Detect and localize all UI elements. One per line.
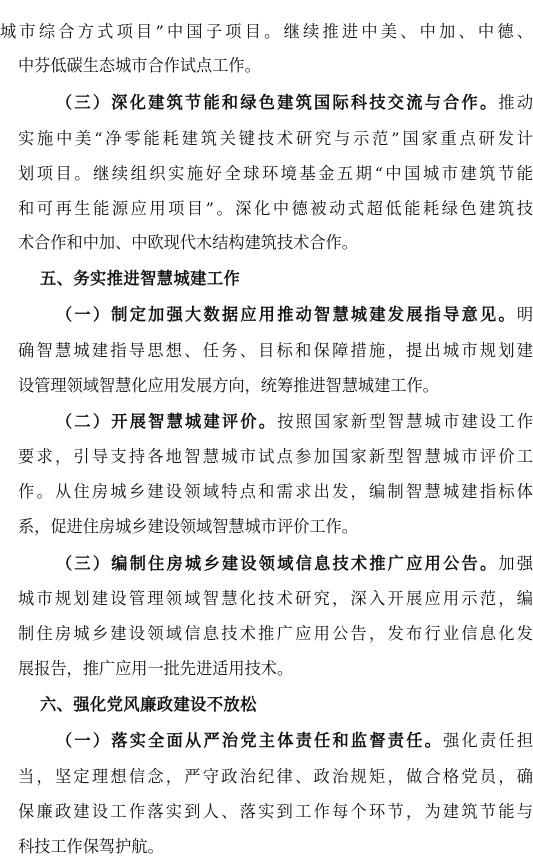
paragraph-line: [18, 652, 533, 686]
paragraph-line: [18, 830, 533, 864]
subsection-heading-line: [56, 298, 533, 332]
section-heading-text: 五、务实推进智慧城建工作: [40, 269, 241, 288]
subsection-heading-line: [56, 86, 533, 120]
paragraph-line: [18, 226, 533, 260]
subsection-heading-line: [56, 405, 533, 439]
paragraph-line: [18, 369, 533, 403]
paragraph-line: [18, 510, 533, 544]
section-heading-text: 六、强化党风廉政建设不放松: [40, 695, 257, 714]
text-line: 确智慧城建指导思想、任务、目标和保障措施，提出城市规划建: [18, 341, 533, 360]
text-run: 明: [516, 305, 533, 324]
subsection-heading: （三）编制住房城乡建设领域信息技术推广应用公告。: [56, 554, 499, 573]
subsection-heading-line: [56, 724, 533, 758]
paragraph-line: [18, 49, 533, 83]
text-line: 科技工作保驾护航。: [18, 837, 164, 856]
paragraph-line: [18, 795, 533, 829]
paragraph-line: [18, 475, 533, 509]
subsection-heading: （三）深化建筑节能和绿色建筑国际科技交流与合作。: [56, 93, 499, 112]
text-line: 要求，引导支持各地智慧城市试点参加国家新型智慧城市评价工: [18, 447, 533, 466]
paragraph-line: [18, 617, 533, 651]
subsection-heading-line: [56, 547, 533, 581]
text-run: 加强: [498, 554, 533, 573]
text-line: 当，坚定理想信念，严守政治纪律、政治规矩，做合格党员，确: [18, 767, 533, 786]
text-line: 设管理领域智慧化应用发展方向，统筹推进智慧城建工作。: [18, 376, 439, 395]
text-line: 划项目。继续组织实施好全球环境基金五期“中国城市建筑节能: [18, 164, 533, 183]
paragraph-line: [18, 157, 533, 191]
section-heading: [40, 262, 533, 296]
text-line: 和可再生能源应用项目”。深化中德被动式超低能耗绿色建筑技: [18, 199, 533, 218]
text-line: 系，促进住房城乡建设领域智慧城市评价工作。: [18, 517, 358, 536]
subsection-heading: （一）落实全面从严治党主体责任和监督责任。: [56, 731, 444, 750]
text-run: 按照国家新型智慧城市建设工作: [277, 412, 533, 431]
paragraph-line: [18, 582, 533, 616]
section-heading: [40, 688, 533, 722]
paragraph-line: [18, 760, 533, 794]
text-line: 保廉政建设工作落实到人、落实到工作每个环节，为建筑节能与: [18, 802, 533, 821]
paragraph-line: [18, 440, 533, 474]
text-line: 中芬低碳生态城市合作试点工作。: [18, 56, 261, 75]
text-run: 推动: [498, 93, 533, 112]
subsection-heading: （一）制定加强大数据应用推动智慧城建发展指导意见。: [56, 305, 517, 324]
text-line: 制住房城乡建设领域信息技术推广应用公告，发布行业信息化发: [18, 624, 533, 643]
text-line: 实施中美“净零能耗建筑关键技术研究与示范”国家重点研发计: [18, 129, 533, 148]
paragraph-line: [18, 192, 533, 226]
paragraph-line: [0, 15, 533, 49]
text-line: 术合作和中加、中欧现代木结构建筑技术合作。: [18, 233, 358, 252]
paragraph-line: [18, 122, 533, 156]
paragraph-line: [18, 334, 533, 368]
text-run: 强化责任担: [443, 731, 533, 750]
text-line: 城市规划建设管理领域智慧化技术研究，深入开展应用示范，编: [18, 589, 533, 608]
text-line: 展报告，推广应用一批先进适用技术。: [18, 659, 294, 678]
text-line: 城市综合方式项目”中国子项目。继续推进中美、中加、中德、: [0, 22, 533, 41]
subsection-heading: （二）开展智慧城建评价。: [56, 412, 278, 431]
text-line: 作。从住房城乡建设领域特点和需求出发，编制智慧城建指标体: [18, 482, 533, 501]
